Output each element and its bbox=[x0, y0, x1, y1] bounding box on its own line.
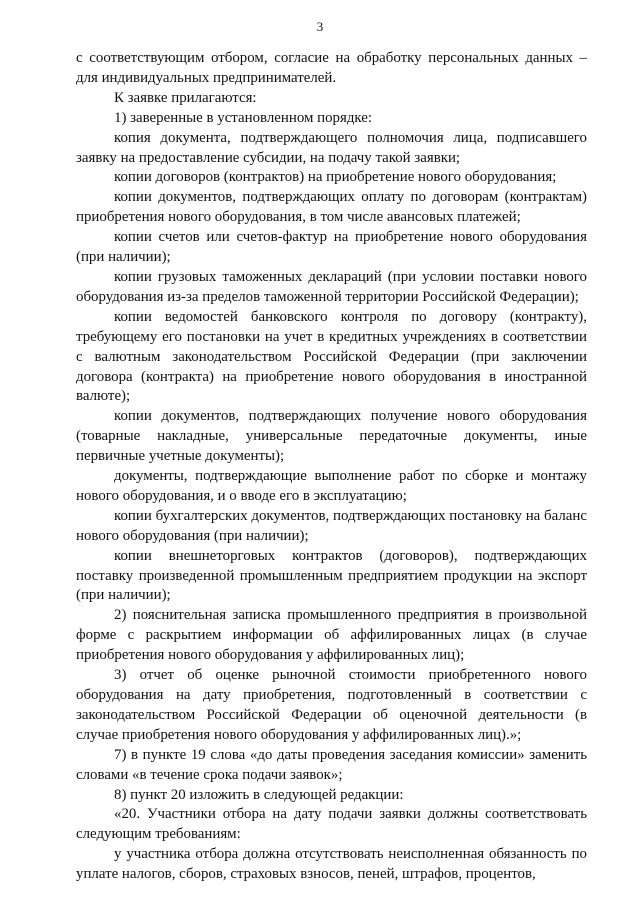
paragraph-authority-document: копия документа, подтверждающего полномочия лица, подписавшего заявку на предоставление субсидии, на подачу такой заявки; bbox=[76, 129, 587, 166]
paragraph-item-2: 2) пояснительная записка промышленного предприятия в произвольной форме с раскрытием информации об аффилированных лицах (в случае приобретения нового оборудования у аффилированных лиц); bbox=[76, 607, 587, 664]
paragraph-customs-declarations: копии грузовых таможенных деклараций (при условии поставки нового оборудования из-за пределов таможенной территории Российской Федерации); bbox=[76, 268, 587, 305]
page-number: 3 bbox=[316, 19, 324, 34]
paragraph-tax-requirement: у участника отбора должна отсутствовать неисполненная обязанность по уплате налогов, сборов, страховых взносов, пеней, штрафов, процентов, bbox=[76, 846, 587, 883]
paragraph-item-8: 8) пункт 20 изложить в следующей редакции: bbox=[114, 786, 404, 803]
paragraph-contracts: копии договоров (контрактов) на приобретение нового оборудования; bbox=[114, 169, 557, 186]
document-body bbox=[76, 49, 587, 885]
paragraph-receipt-documents: копии документов, подтверждающих получение нового оборудования (товарные накладные, универсальные передаточные документы, иные первичные учетные документы); bbox=[76, 408, 587, 465]
paragraph-clause-20: «20. Участники отбора на дату подачи заявки должны соответствовать следующим требованиям: bbox=[76, 806, 587, 843]
paragraph-accounting-documents: копии бухгалтерских документов, подтверждающих постановку на баланс нового оборудования (при наличии); bbox=[76, 507, 587, 544]
paragraph-invoices: копии счетов или счетов-фактур на приобретение нового оборудования (при наличии); bbox=[76, 229, 587, 266]
paragraph-consent-continuation: с соответствующим отбором, согласие на обработку персональных данных – для индивидуальных предпринимателей. bbox=[76, 50, 587, 86]
paragraph-item-3: 3) отчет об оценке рыночной стоимости приобретенного нового оборудования на дату приобретения, подготовленный в соответствии с законодательством Российской Федерации об оценочной деятельности (в случае приобретения нового оборудования у аффилированных лиц).»; bbox=[76, 667, 587, 743]
paragraph-item-1: 1) заверенные в установленном порядке: bbox=[114, 109, 373, 126]
paragraph-installation-documents: документы, подтверждающие выполнение работ по сборке и монтажу нового оборудования, и о вводе его в эксплуатацию; bbox=[76, 468, 587, 504]
paragraph-attachments-heading: К заявке прилагаются: bbox=[114, 89, 257, 106]
paragraph-bank-control: копии ведомостей банковского контроля по договору (контракту), требующему его постановки на учет в кредитных учреждениях в соответствии с валютным законодательством Российской Федерации (при заключении договора (контракта) на приобретение нового оборудования в иностранной валюте); bbox=[76, 308, 587, 405]
paragraph-item-7: 7) в пункте 19 слова «до даты проведения заседания комиссии» заменить словами «в течение срока подачи заявок»; bbox=[76, 746, 587, 783]
paragraph-payment-documents: копии документов, подтверждающих оплату по договорам (контрактам) приобретения нового оборудования, в том числе авансовых платежей; bbox=[76, 189, 587, 226]
paragraph-export-contracts: копии внешнеторговых контрактов (договоров), подтверждающих поставку произведенной промышленным предприятием продукции на экспорт (при наличии); bbox=[76, 547, 587, 604]
